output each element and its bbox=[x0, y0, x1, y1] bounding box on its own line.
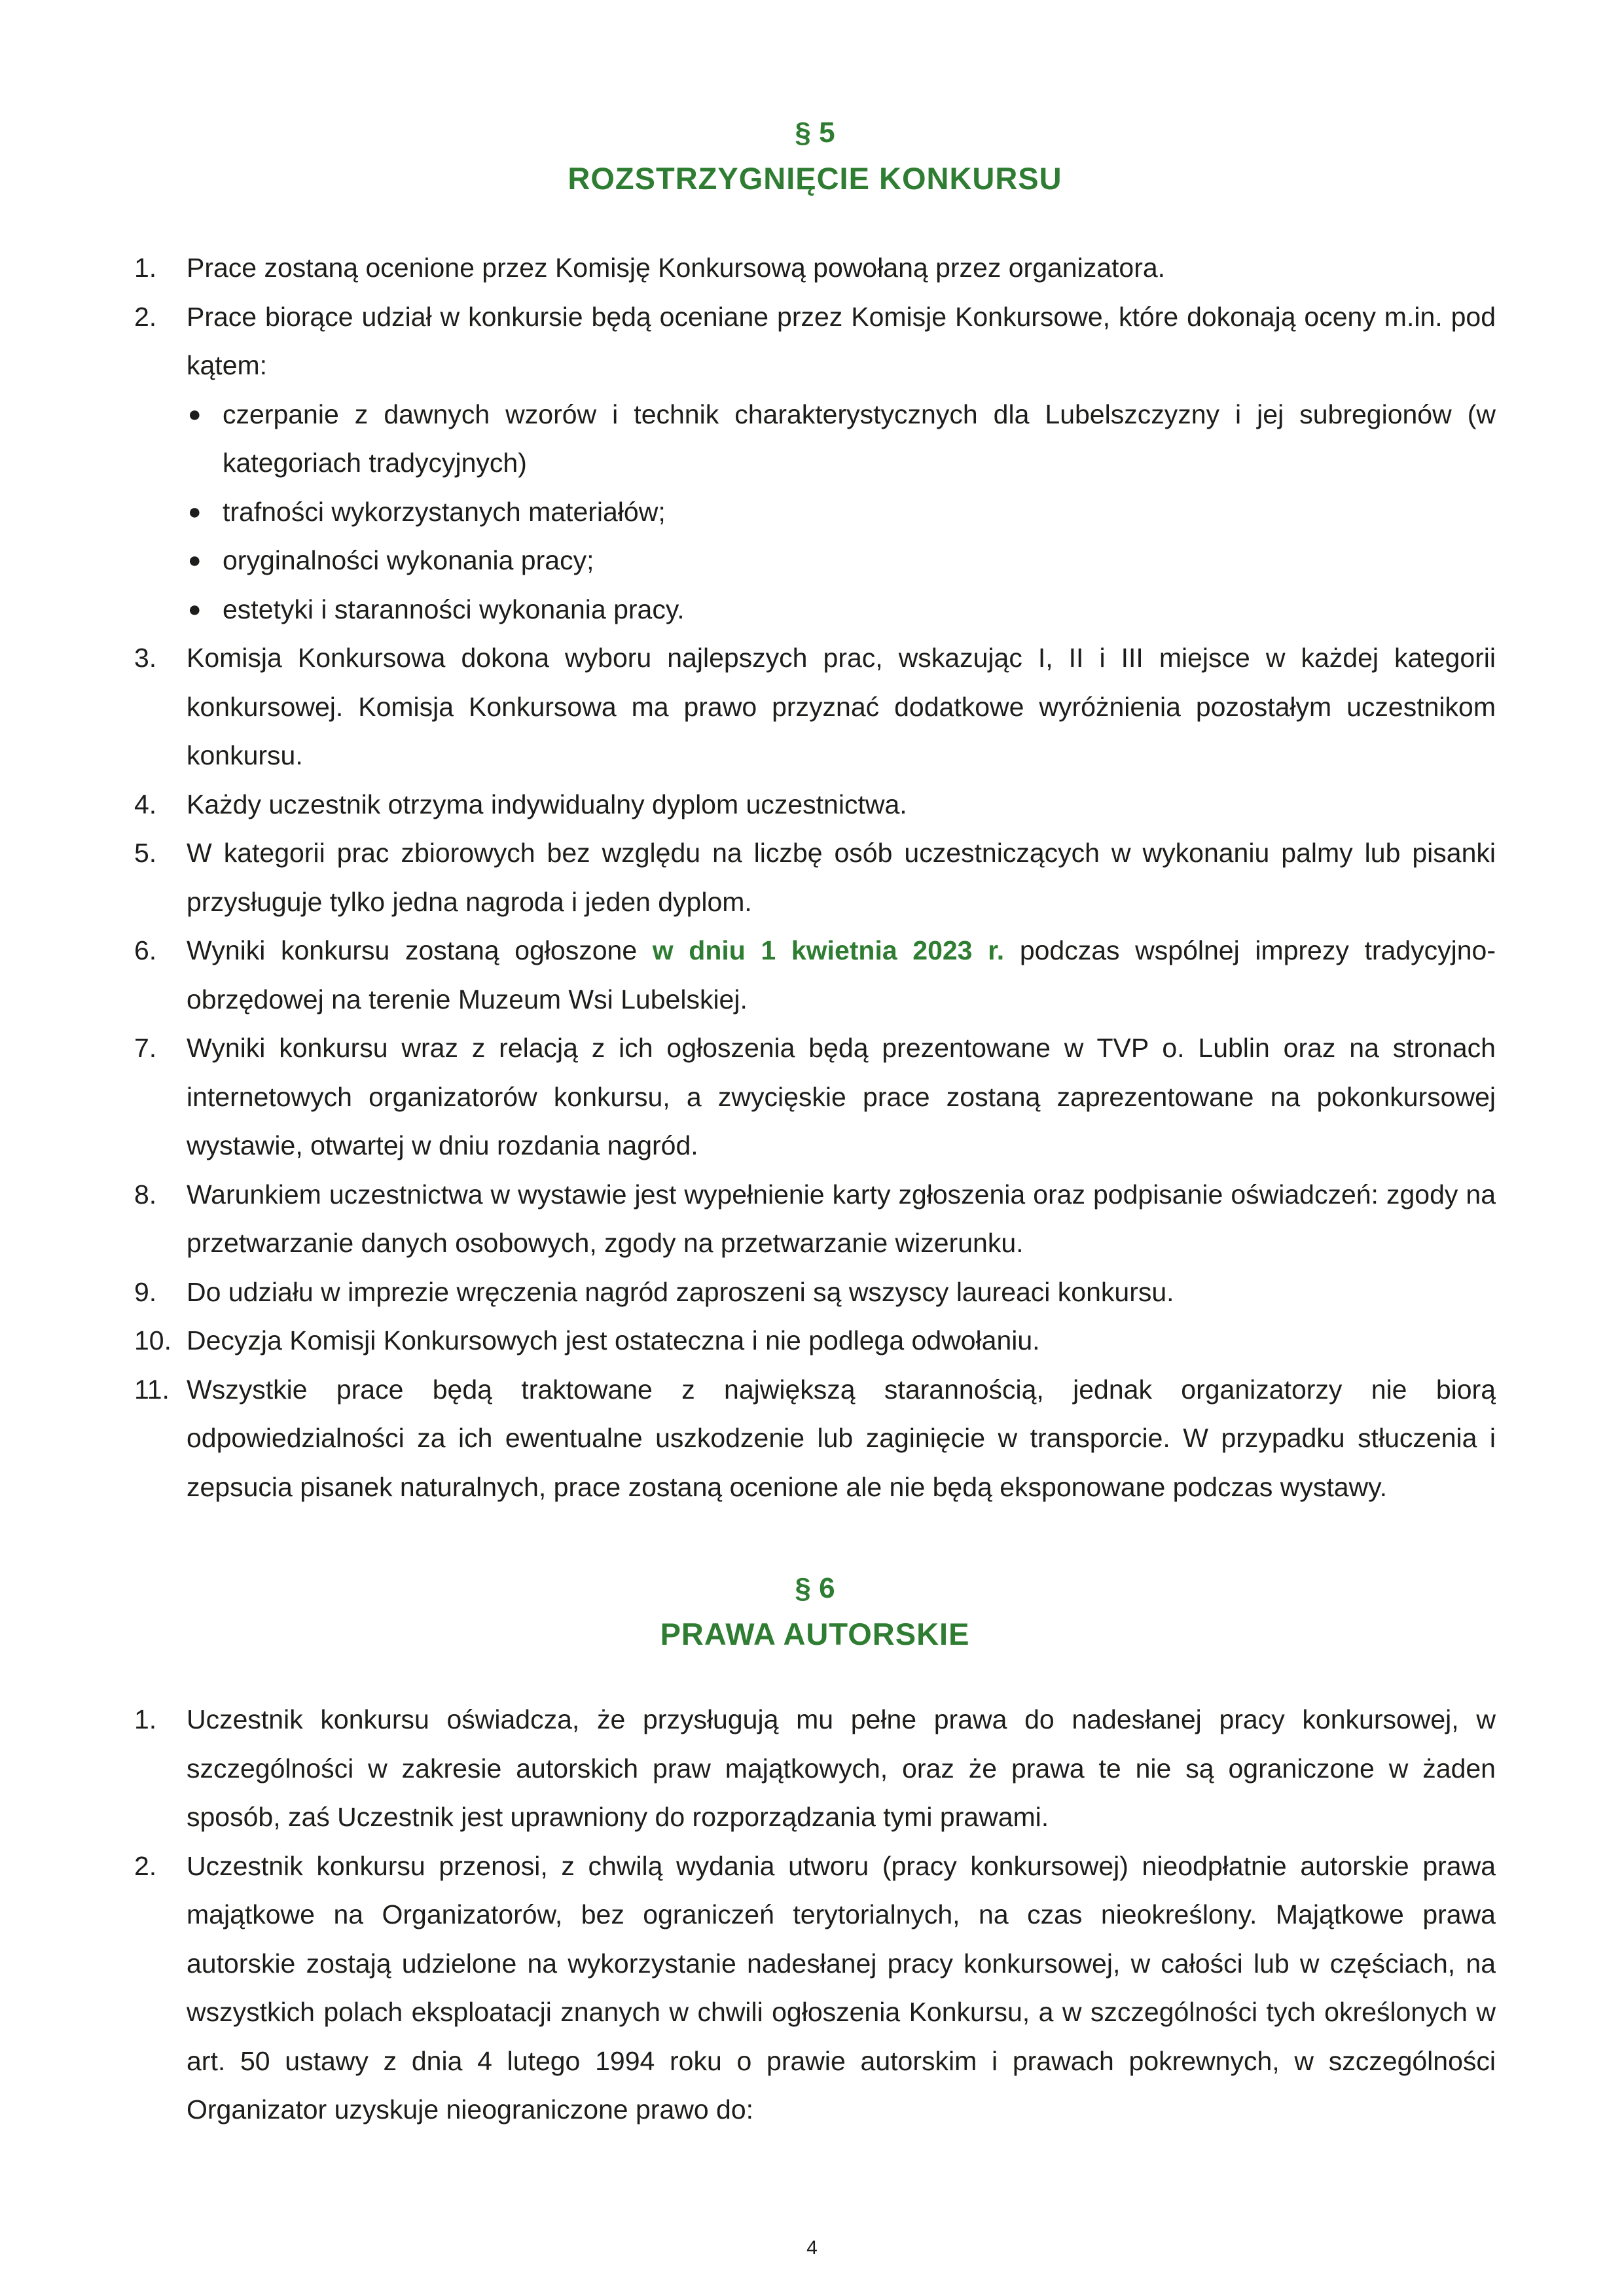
section-6-list bbox=[134, 1695, 1496, 2134]
section-5-list bbox=[134, 243, 1496, 1511]
list-item: 2. Prace biorące udział w konkursie będą oceniane przez Komisje Konkursowe, które dokonają oceny m.in. pod kątem: ● czerpanie z dawnych wzorów i technik charakterystycznych dla Lubelszczyzny i jej subregionów (w kategoriach tradycyjnych) ● trafności wykorzystanych materiałów; ● oryginalności wykonania pracy; ● estetyki i staranności wykonania pracy. bbox=[134, 293, 1496, 634]
document-page bbox=[134, 111, 1496, 2134]
list-item: 10. Decyzja Komisji Konkursowych jest ostateczna i nie podlega odwołaniu. bbox=[134, 1325, 1040, 1355]
list-item: 3. Komisja Konkursowa dokona wyboru najlepszych prac, wskazując I, II i III miejsce w każdej kategorii konkursowej. Komisja Konkursowa ma prawo przyznać dodatkowe wyróżnienia pozostałym uczestnikom konkursu. bbox=[134, 643, 1496, 770]
criteria-item: ● oryginalności wykonania pracy; bbox=[134, 536, 1496, 585]
list-item: 7. Wyniki konkursu wraz z relacją z ich ogłoszenia będą prezentowane w TVP o. Lublin oraz na stronach internetowych organizatorów konkursu, a zwycięskie prace zostaną zaprezentowane na pokonkursowej wystawie, otwartej w dniu rozdania nagród. bbox=[134, 1033, 1496, 1160]
criteria-item: ● estetyki i staranności wykonania pracy. bbox=[134, 585, 1496, 634]
list-item: 1. Prace zostaną ocenione przez Komisję Konkursową powołaną przez organizatora. bbox=[134, 253, 1166, 283]
list-item: 2. Uczestnik konkursu przenosi, z chwilą wydania utworu (pracy konkursowej) nieodpłatnie autorskie prawa majątkowe na Organizatorów, bez ograniczeń terytorialnych, na czas nieokreślony. Majątkowe prawa autorskie zostają udzielone na wykorzystanie nadesłanej pracy konkursowej, w całości lub w częściach, na wszystkich polach eksploatacji znanych w chwili ogłoszenia Konkursu, a w szczególności tych określonych w art. 50 ustawy z dnia 4 lutego 1994 roku o prawie autorskim i prawach pokrewnych, w szczególności Organizator uzyskuje nieograniczone prawo do: bbox=[134, 1850, 1496, 2125]
bullet-icon: ● bbox=[188, 401, 202, 427]
list-item: 8. Warunkiem uczestnictwa w wystawie jest wypełnienie karty zgłoszenia oraz podpisanie oświadczeń: zgody na przetwarzanie danych osobowych, zgody na przetwarzanie wizerunku. bbox=[134, 1179, 1496, 1258]
page-number: 4 bbox=[806, 2237, 818, 2259]
list-item: 11. Wszystkie prace będą traktowane z największą starannością, jednak organizatorzy nie biorą odpowiedzialności za ich ewentualne uszkodzenie lub zaginięcie w transporcie. W przypadku stłuczenia i zepsucia pisanek naturalnych, prace zostaną ocenione ale nie będą eksponowane podczas wystawy. bbox=[134, 1374, 1496, 1502]
list-item: 6. Wyniki konkursu zostaną ogłoszone w dniu 1 kwietnia 2023 r. podczas wspólnej imprezy tradycyjno-obrzędowej na terenie Muzeum Wsi Lubelskiej. bbox=[134, 935, 1496, 1014]
section-5-heading bbox=[134, 111, 1496, 203]
section-6-heading bbox=[134, 1567, 1496, 1659]
bullet-icon: ● bbox=[188, 596, 202, 622]
section-number: § 6 bbox=[795, 1572, 835, 1604]
bullet-icon: ● bbox=[188, 499, 202, 524]
section-number: § 5 bbox=[795, 117, 835, 149]
list-item: 9. Do udziału w imprezie wręczenia nagród zaproszeni są wszyscy laureaci konkursu. bbox=[134, 1276, 1174, 1307]
bullet-icon: ● bbox=[188, 548, 202, 573]
section-title: ROZSTRZYGNIĘCIE KONKURSU bbox=[568, 161, 1062, 196]
criteria-item: ● trafności wykorzystanych materiałów; bbox=[134, 488, 1496, 537]
criteria-item: ● czerpanie z dawnych wzorów i technik charakterystycznych dla Lubelszczyzny i jej subregionów (w kategoriach tradycyjnych) bbox=[134, 390, 1496, 488]
criteria-list bbox=[134, 390, 1496, 634]
list-item: 4. Każdy uczestnik otrzyma indywidualny dyplom uczestnictwa. bbox=[134, 789, 907, 819]
highlighted-date: w dniu 1 kwietnia 2023 r. bbox=[652, 935, 1005, 965]
list-item: 5. W kategorii prac zbiorowych bez względu na liczbę osób uczestniczących w wykonaniu palmy lub pisanki przysługuje tylko jedna nagroda i jeden dyplom. bbox=[134, 838, 1496, 917]
section-title: PRAWA AUTORSKIE bbox=[660, 1617, 970, 1651]
list-item: 1. Uczestnik konkursu oświadcza, że przysługują mu pełne prawa do nadesłanej pracy konkursowej, w szczególności w zakresie autorskich praw majątkowych, oraz że prawa te nie są ograniczone w żaden sposób, zaś Uczestnik jest uprawniony do rozporządzania tymi prawami. bbox=[134, 1704, 1496, 1832]
